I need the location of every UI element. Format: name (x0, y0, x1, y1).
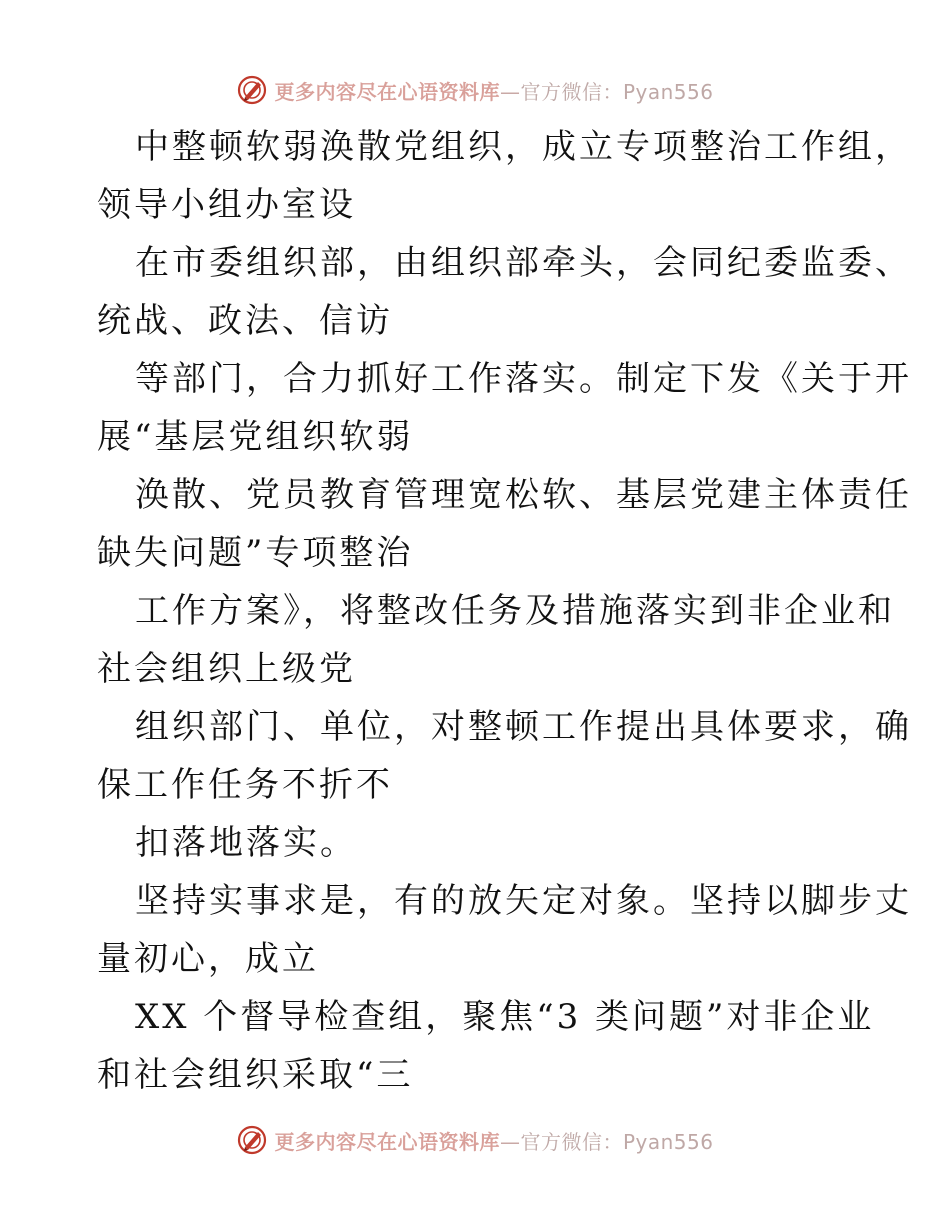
body-line: XX 个督导检查组，聚焦“3 类问题”对非企业 (135, 997, 875, 1037)
brand-logo-icon (236, 1124, 268, 1156)
watermark-contact: 官方微信：Pyan556 (520, 1129, 714, 1154)
watermark-brand: 更多内容尽在心语资料库 (274, 1129, 500, 1154)
body-line: 社会组织上级党 (97, 649, 356, 689)
body-line: 量初心，成立 (97, 939, 319, 979)
body-line: 扣落地落实。 (135, 823, 357, 863)
watermark-text (274, 76, 713, 105)
body-line: 组织部门、单位，对整顿工作提出具体要求，确 (135, 707, 912, 747)
watermark-brand: 更多内容尽在心语资料库 (274, 79, 500, 104)
body-line: 领导小组办室设 (97, 185, 356, 225)
body-line: 统战、政法、信访 (97, 301, 393, 341)
body-line: 缺失问题”专项整治 (97, 533, 414, 573)
document-body (97, 118, 912, 1104)
body-line: 等部门，合力抓好工作落实。制定下发《关于开 (135, 359, 912, 399)
body-line: 和社会组织采取“三 (97, 1055, 414, 1095)
header-watermark (0, 70, 950, 110)
body-line: 涣散、党员教育管理宽松软、基层党建主体责任 (135, 475, 912, 515)
footer-watermark (0, 1120, 950, 1160)
body-line: 保工作任务不折不 (97, 765, 393, 805)
body-line: 展“基层党组织软弱 (97, 417, 414, 457)
body-line: 中整顿软弱涣散党组织，成立专项整治工作组， (135, 127, 912, 167)
body-line: 坚持实事求是，有的放矢定对象。坚持以脚步丈 (135, 881, 912, 921)
brand-logo-icon (236, 74, 268, 106)
watermark-contact: 官方微信：Pyan556 (520, 79, 714, 104)
body-line: 在市委组织部，由组织部牵头，会同纪委监委、 (135, 243, 912, 283)
watermark-separator: — (499, 79, 521, 104)
body-line: 工作方案》，将整改任务及措施落实到非企业和 (135, 591, 895, 631)
watermark-text (274, 1126, 713, 1155)
watermark-separator: — (499, 1129, 521, 1154)
